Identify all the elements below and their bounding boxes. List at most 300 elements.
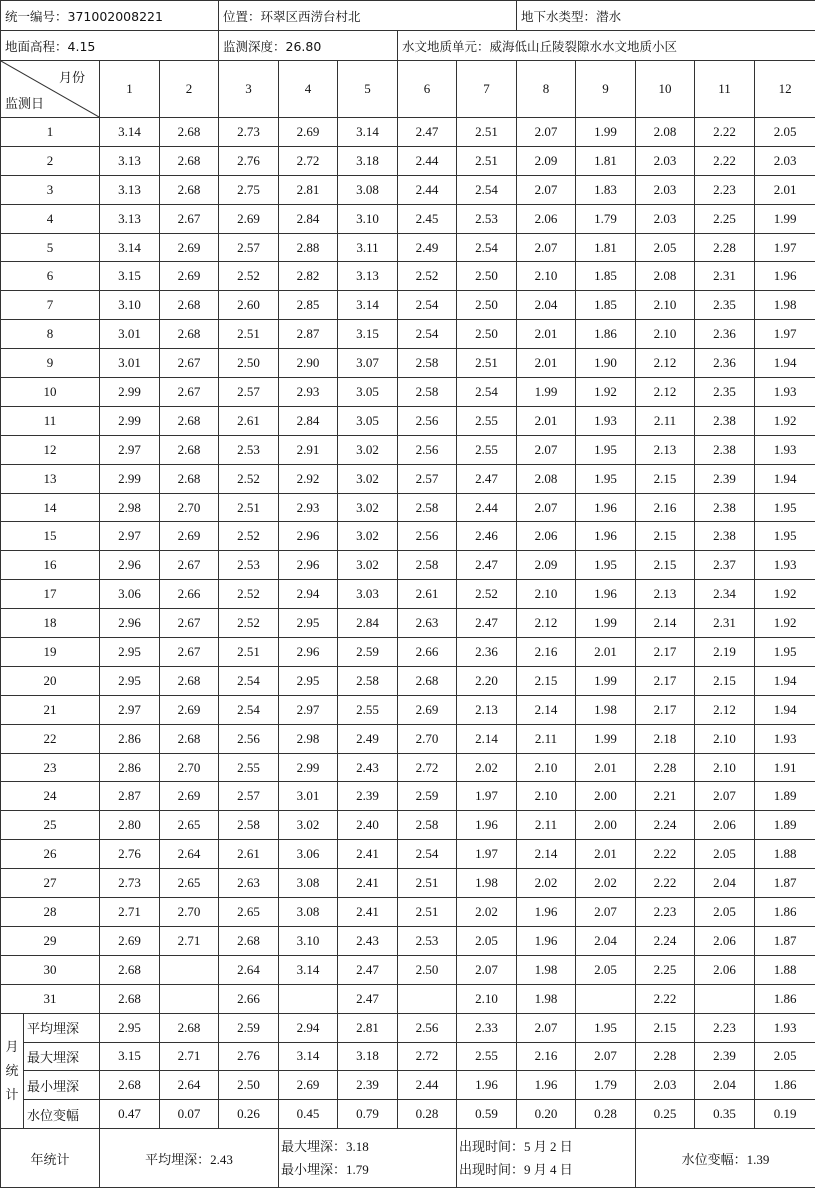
depth-value-cell: 1.87 [755, 926, 815, 955]
depth-value-cell: 2.52 [219, 580, 279, 609]
depth-value-cell: 2.24 [636, 811, 695, 840]
depth-value-cell: 3.01 [100, 320, 160, 349]
depth-value-cell: 3.02 [279, 811, 338, 840]
depth-value-cell: 2.11 [517, 811, 576, 840]
annual-average-depth: 平均埋深：2.43 [100, 1129, 279, 1188]
depth-value-cell: 2.54 [398, 291, 457, 320]
depth-value-cell: 2.65 [160, 811, 219, 840]
depth-value-cell: 2.15 [636, 522, 695, 551]
depth-value-cell: 2.55 [338, 695, 398, 724]
depth-value-cell: 2.54 [398, 320, 457, 349]
depth-value-cell: 2.06 [695, 955, 755, 984]
depth-value-cell: 2.17 [636, 638, 695, 667]
depth-value-cell: 2.68 [160, 406, 219, 435]
depth-value-cell: 2.11 [517, 724, 576, 753]
monthly-stat-label: 水位变幅 [24, 1100, 100, 1129]
depth-value-cell: 1.94 [755, 349, 815, 378]
depth-value-cell: 2.66 [160, 580, 219, 609]
depth-value-cell: 2.54 [219, 666, 279, 695]
table-row [1, 233, 815, 262]
depth-value-cell: 2.96 [100, 551, 160, 580]
monthly-stat-value: 2.56 [398, 1013, 457, 1042]
station-code-label: 统一编号： [5, 9, 68, 24]
depth-value-cell: 3.02 [338, 435, 398, 464]
monthly-stat-value: 2.50 [219, 1071, 279, 1100]
depth-value-cell: 2.03 [636, 204, 695, 233]
depth-value-cell: 3.02 [338, 522, 398, 551]
day-cell: 5 [1, 233, 100, 262]
depth-value-cell: 1.97 [457, 840, 517, 869]
depth-value-cell: 2.50 [457, 320, 517, 349]
table-row [1, 724, 815, 753]
monthly-stat-row [1, 1071, 815, 1100]
depth-value-cell: 2.72 [279, 146, 338, 175]
depth-value-cell: 2.03 [636, 146, 695, 175]
table-row [1, 609, 815, 638]
depth-value-cell: 2.40 [338, 811, 398, 840]
depth-value-cell: 1.94 [755, 464, 815, 493]
depth-value-cell: 1.94 [755, 695, 815, 724]
depth-value-cell: 1.81 [576, 233, 636, 262]
depth-value-cell: 2.55 [457, 435, 517, 464]
monthly-stat-value: 1.86 [755, 1071, 815, 1100]
day-cell: 24 [1, 782, 100, 811]
depth-value-cell: 2.35 [695, 378, 755, 407]
monthly-stat-value: 1.96 [457, 1071, 517, 1100]
monthly-stat-value: 0.79 [338, 1100, 398, 1129]
depth-value-cell: 2.14 [636, 609, 695, 638]
monthly-stats-group-label: 月 统 计 [1, 1013, 24, 1129]
depth-value-cell: 2.58 [398, 349, 457, 378]
depth-value-cell: 2.51 [457, 349, 517, 378]
depth-value-cell: 3.13 [100, 146, 160, 175]
depth-value-cell: 2.92 [279, 464, 338, 493]
depth-value-cell: 1.96 [457, 811, 517, 840]
depth-value-cell: 3.14 [100, 233, 160, 262]
annual-min-depth: 最小埋深：1.79 [281, 1158, 456, 1181]
depth-value-cell: 1.98 [517, 984, 576, 1013]
monthly-stat-value: 0.28 [398, 1100, 457, 1129]
monthly-stat-value: 0.28 [576, 1100, 636, 1129]
monitoring-depth-value: 26.80 [286, 39, 322, 54]
depth-value-cell: 2.57 [219, 782, 279, 811]
station-location [219, 1, 517, 31]
depth-value-cell: 2.98 [279, 724, 338, 753]
depth-value-cell: 3.06 [279, 840, 338, 869]
depth-value-cell: 2.11 [636, 406, 695, 435]
depth-value-cell: 2.69 [160, 262, 219, 291]
depth-value-cell: 1.95 [755, 522, 815, 551]
depth-value-cell: 2.45 [398, 204, 457, 233]
table-row [1, 493, 815, 522]
depth-value-cell: 1.97 [457, 782, 517, 811]
day-cell: 18 [1, 609, 100, 638]
depth-value-cell: 2.71 [100, 898, 160, 927]
depth-value-cell: 2.12 [695, 695, 755, 724]
table-row [1, 262, 815, 291]
depth-value-cell: 1.98 [517, 955, 576, 984]
depth-value-cell: 1.99 [576, 609, 636, 638]
depth-value-cell: 1.95 [755, 493, 815, 522]
depth-value-cell: 2.93 [279, 493, 338, 522]
depth-value-cell: 2.31 [695, 262, 755, 291]
depth-value-cell: 2.69 [219, 204, 279, 233]
depth-value-cell: 2.10 [517, 782, 576, 811]
depth-value-cell: 1.89 [755, 811, 815, 840]
depth-value-cell: 2.61 [219, 406, 279, 435]
monthly-stat-value: 1.93 [755, 1013, 815, 1042]
depth-value-cell: 2.97 [100, 435, 160, 464]
day-cell: 6 [1, 262, 100, 291]
depth-value-cell: 2.51 [219, 638, 279, 667]
depth-value-cell: 2.06 [517, 204, 576, 233]
depth-value-cell: 2.67 [160, 349, 219, 378]
ground-elevation [1, 31, 219, 61]
annual-min-time: 出现时间：9 月 4 日 [459, 1158, 635, 1181]
table-row [1, 204, 815, 233]
monthly-stat-value: 2.94 [279, 1013, 338, 1042]
depth-value-cell: 2.08 [636, 262, 695, 291]
monthly-stat-value: 2.72 [398, 1042, 457, 1071]
depth-value-cell: 1.87 [755, 869, 815, 898]
depth-value-cell: 3.13 [100, 175, 160, 204]
depth-value-cell: 2.02 [576, 869, 636, 898]
depth-value-cell: 2.47 [457, 464, 517, 493]
day-cell: 29 [1, 926, 100, 955]
month-header: 8 [517, 61, 576, 118]
depth-value-cell: 2.31 [695, 609, 755, 638]
day-cell: 28 [1, 898, 100, 927]
monthly-stat-value: 2.07 [517, 1013, 576, 1042]
depth-value-cell: 1.93 [755, 378, 815, 407]
depth-value-cell: 2.68 [160, 175, 219, 204]
monthly-stat-value: 0.25 [636, 1100, 695, 1129]
depth-value-cell: 2.51 [398, 898, 457, 927]
depth-value-cell: 2.82 [279, 262, 338, 291]
depth-value-cell: 2.57 [398, 464, 457, 493]
depth-value-cell [576, 984, 636, 1013]
depth-value-cell: 3.15 [338, 320, 398, 349]
depth-value-cell: 2.51 [219, 320, 279, 349]
depth-value-cell: 2.58 [398, 811, 457, 840]
depth-value-cell: 2.20 [457, 666, 517, 695]
depth-value-cell: 2.99 [100, 464, 160, 493]
monthly-stat-value: 2.81 [338, 1013, 398, 1042]
monthly-stat-value: 2.15 [636, 1013, 695, 1042]
depth-value-cell: 1.97 [755, 233, 815, 262]
depth-value-cell: 2.10 [636, 320, 695, 349]
depth-value-cell: 2.86 [100, 724, 160, 753]
monthly-stat-value: 0.59 [457, 1100, 517, 1129]
depth-value-cell: 2.14 [457, 724, 517, 753]
location-label: 位置： [223, 9, 261, 24]
depth-value-cell: 1.96 [517, 926, 576, 955]
depth-value-cell: 1.92 [755, 406, 815, 435]
depth-value-cell [160, 984, 219, 1013]
depth-value-cell: 2.69 [100, 926, 160, 955]
depth-value-cell: 2.13 [636, 580, 695, 609]
depth-value-cell: 2.16 [517, 638, 576, 667]
table-row [1, 435, 815, 464]
day-cell: 2 [1, 146, 100, 175]
depth-value-cell [160, 955, 219, 984]
depth-value-cell: 2.07 [517, 435, 576, 464]
depth-value-cell: 1.93 [755, 551, 815, 580]
depth-value-cell: 1.91 [755, 753, 815, 782]
month-header: 12 [755, 61, 815, 118]
day-cell: 21 [1, 695, 100, 724]
depth-value-cell: 2.22 [636, 840, 695, 869]
depth-value-cell [279, 984, 338, 1013]
depth-value-cell: 2.07 [576, 898, 636, 927]
monthly-stat-value: 2.76 [219, 1042, 279, 1071]
month-header: 6 [398, 61, 457, 118]
depth-value-cell: 2.05 [576, 955, 636, 984]
day-cell: 12 [1, 435, 100, 464]
depth-value-cell: 1.92 [576, 378, 636, 407]
depth-value-cell: 2.01 [576, 638, 636, 667]
table-row [1, 406, 815, 435]
depth-value-cell: 2.44 [457, 493, 517, 522]
depth-value-cell: 2.53 [219, 551, 279, 580]
month-header: 1 [100, 61, 160, 118]
depth-value-cell: 2.02 [457, 753, 517, 782]
monthly-stat-value: 3.14 [279, 1042, 338, 1071]
depth-value-cell: 2.72 [398, 753, 457, 782]
depth-value-cell: 1.93 [755, 435, 815, 464]
annual-stats-label: 年统计 [1, 1129, 100, 1188]
monthly-stat-value: 2.39 [338, 1071, 398, 1100]
table-row [1, 551, 815, 580]
depth-value-cell: 2.69 [160, 782, 219, 811]
depth-value-cell: 2.52 [219, 609, 279, 638]
day-cell: 1 [1, 118, 100, 147]
depth-value-cell: 2.23 [695, 175, 755, 204]
depth-value-cell: 1.98 [755, 291, 815, 320]
depth-value-cell: 1.95 [576, 464, 636, 493]
depth-value-cell: 3.13 [338, 262, 398, 291]
depth-value-cell: 2.04 [695, 869, 755, 898]
table-row [1, 464, 815, 493]
depth-value-cell: 2.98 [100, 493, 160, 522]
depth-value-cell: 2.57 [219, 378, 279, 407]
depth-value-cell: 2.54 [457, 233, 517, 262]
monthly-stat-value: 1.79 [576, 1071, 636, 1100]
depth-value-cell: 2.66 [219, 984, 279, 1013]
depth-value-cell: 2.75 [219, 175, 279, 204]
depth-value-cell: 2.08 [517, 464, 576, 493]
depth-value-cell: 2.70 [160, 493, 219, 522]
hydrogeologic-unit [398, 31, 815, 61]
month-header: 4 [279, 61, 338, 118]
month-header: 7 [457, 61, 517, 118]
monthly-stat-row [1, 1100, 815, 1129]
monthly-stat-value: 0.20 [517, 1100, 576, 1129]
depth-value-cell: 2.28 [695, 233, 755, 262]
depth-value-cell: 3.14 [338, 118, 398, 147]
depth-value-cell: 2.68 [100, 955, 160, 984]
depth-value-cell: 2.12 [636, 349, 695, 378]
depth-value-cell: 2.43 [338, 926, 398, 955]
depth-value-cell: 2.57 [219, 233, 279, 262]
depth-value-cell: 2.00 [576, 782, 636, 811]
depth-value-cell: 3.08 [338, 175, 398, 204]
depth-value-cell: 2.58 [398, 551, 457, 580]
groundwater-type-value: 潜水 [596, 9, 621, 24]
day-cell: 19 [1, 638, 100, 667]
depth-value-cell: 2.70 [160, 753, 219, 782]
depth-value-cell: 2.66 [398, 638, 457, 667]
depth-value-cell: 2.54 [457, 378, 517, 407]
day-cell: 14 [1, 493, 100, 522]
depth-value-cell: 2.91 [279, 435, 338, 464]
station-code-value: 371002008221 [68, 9, 163, 24]
monthly-stat-value: 2.07 [576, 1042, 636, 1071]
depth-value-cell: 1.90 [576, 349, 636, 378]
day-cell: 3 [1, 175, 100, 204]
depth-value-cell: 2.34 [695, 580, 755, 609]
depth-value-cell: 2.96 [279, 522, 338, 551]
table-row [1, 146, 815, 175]
depth-value-cell: 2.68 [160, 724, 219, 753]
depth-value-cell: 2.04 [576, 926, 636, 955]
monthly-stat-value: 2.04 [695, 1071, 755, 1100]
depth-value-cell: 2.84 [279, 204, 338, 233]
depth-value-cell: 2.47 [338, 955, 398, 984]
depth-value-cell: 2.51 [457, 118, 517, 147]
depth-value-cell: 2.70 [398, 724, 457, 753]
monthly-stat-value: 2.68 [100, 1071, 160, 1100]
monthly-stat-value: 0.35 [695, 1100, 755, 1129]
depth-value-cell: 3.01 [100, 349, 160, 378]
depth-value-cell: 1.96 [576, 522, 636, 551]
table-row [1, 782, 815, 811]
depth-value-cell: 2.05 [755, 118, 815, 147]
depth-value-cell: 2.47 [338, 984, 398, 1013]
depth-value-cell: 2.52 [219, 464, 279, 493]
depth-value-cell: 2.63 [398, 609, 457, 638]
depth-value-cell: 2.99 [100, 378, 160, 407]
depth-value-cell: 2.61 [219, 840, 279, 869]
depth-value-cell: 2.97 [100, 522, 160, 551]
depth-value-cell: 2.38 [695, 435, 755, 464]
depth-value-cell: 2.96 [279, 551, 338, 580]
depth-value-cell: 2.54 [398, 840, 457, 869]
depth-value-cell: 2.36 [695, 349, 755, 378]
depth-value-cell: 2.01 [576, 753, 636, 782]
depth-value-cell: 2.17 [636, 666, 695, 695]
depth-value-cell: 2.68 [160, 320, 219, 349]
depth-value-cell: 2.05 [695, 840, 755, 869]
depth-value-cell: 2.10 [517, 580, 576, 609]
depth-value-cell: 2.95 [100, 638, 160, 667]
table-row [1, 811, 815, 840]
depth-value-cell: 2.87 [279, 320, 338, 349]
depth-value-cell: 2.01 [517, 349, 576, 378]
depth-value-cell: 3.14 [100, 118, 160, 147]
day-cell: 30 [1, 955, 100, 984]
depth-value-cell [398, 984, 457, 1013]
monthly-stat-value: 3.18 [338, 1042, 398, 1071]
depth-value-cell: 2.10 [695, 724, 755, 753]
depth-value-cell: 3.05 [338, 378, 398, 407]
depth-value-cell: 2.38 [695, 493, 755, 522]
depth-value-cell: 1.89 [755, 782, 815, 811]
depth-value-cell: 2.53 [219, 435, 279, 464]
depth-value-cell: 3.06 [100, 580, 160, 609]
month-header: 5 [338, 61, 398, 118]
depth-value-cell: 1.92 [755, 580, 815, 609]
monthly-stat-value: 0.26 [219, 1100, 279, 1129]
depth-value-cell: 2.68 [398, 666, 457, 695]
monthly-stat-value: 2.71 [160, 1042, 219, 1071]
depth-value-cell: 1.79 [576, 204, 636, 233]
depth-value-cell: 2.68 [160, 291, 219, 320]
month-header: 10 [636, 61, 695, 118]
table-row [1, 840, 815, 869]
depth-value-cell: 2.64 [160, 840, 219, 869]
depth-value-cell: 2.10 [695, 753, 755, 782]
depth-value-cell: 2.56 [398, 522, 457, 551]
day-cell: 22 [1, 724, 100, 753]
depth-value-cell: 2.05 [457, 926, 517, 955]
depth-value-cell: 1.81 [576, 146, 636, 175]
depth-value-cell: 2.85 [279, 291, 338, 320]
table-row [1, 320, 815, 349]
depth-value-cell: 2.05 [636, 233, 695, 262]
depth-value-cell: 1.99 [576, 118, 636, 147]
monthly-stat-value: 1.95 [576, 1013, 636, 1042]
depth-value-cell: 2.00 [576, 811, 636, 840]
depth-value-cell: 2.52 [457, 580, 517, 609]
depth-value-cell: 2.14 [517, 840, 576, 869]
depth-value-cell: 2.36 [695, 320, 755, 349]
depth-value-cell: 2.35 [695, 291, 755, 320]
depth-value-cell: 2.47 [457, 551, 517, 580]
depth-value-cell: 2.41 [338, 869, 398, 898]
annual-max-time: 出现时间：5 月 2 日 [459, 1135, 635, 1158]
depth-value-cell: 2.67 [160, 638, 219, 667]
depth-value-cell: 2.17 [636, 695, 695, 724]
depth-value-cell: 2.22 [636, 869, 695, 898]
depth-value-cell: 2.44 [398, 175, 457, 204]
day-cell: 11 [1, 406, 100, 435]
depth-value-cell: 3.02 [338, 493, 398, 522]
depth-value-cell: 2.84 [338, 609, 398, 638]
depth-value-cell: 2.70 [160, 898, 219, 927]
depth-value-cell: 2.13 [457, 695, 517, 724]
depth-value-cell: 2.84 [279, 406, 338, 435]
depth-value-cell: 2.50 [457, 291, 517, 320]
depth-value-cell: 3.13 [100, 204, 160, 233]
monthly-stat-value: 2.59 [219, 1013, 279, 1042]
depth-value-cell: 2.01 [517, 406, 576, 435]
depth-value-cell: 2.07 [457, 955, 517, 984]
day-cell: 13 [1, 464, 100, 493]
depth-value-cell: 2.03 [636, 175, 695, 204]
depth-value-cell: 1.85 [576, 262, 636, 291]
depth-value-cell: 2.51 [219, 493, 279, 522]
depth-value-cell: 2.69 [160, 695, 219, 724]
depth-value-cell: 2.19 [695, 638, 755, 667]
depth-value-cell: 2.03 [755, 146, 815, 175]
depth-value-cell: 2.68 [160, 146, 219, 175]
depth-value-cell: 2.47 [457, 609, 517, 638]
month-axis-label: 月份 [59, 67, 85, 86]
monthly-stat-value: 0.07 [160, 1100, 219, 1129]
month-header: 11 [695, 61, 755, 118]
depth-value-cell: 2.64 [219, 955, 279, 984]
